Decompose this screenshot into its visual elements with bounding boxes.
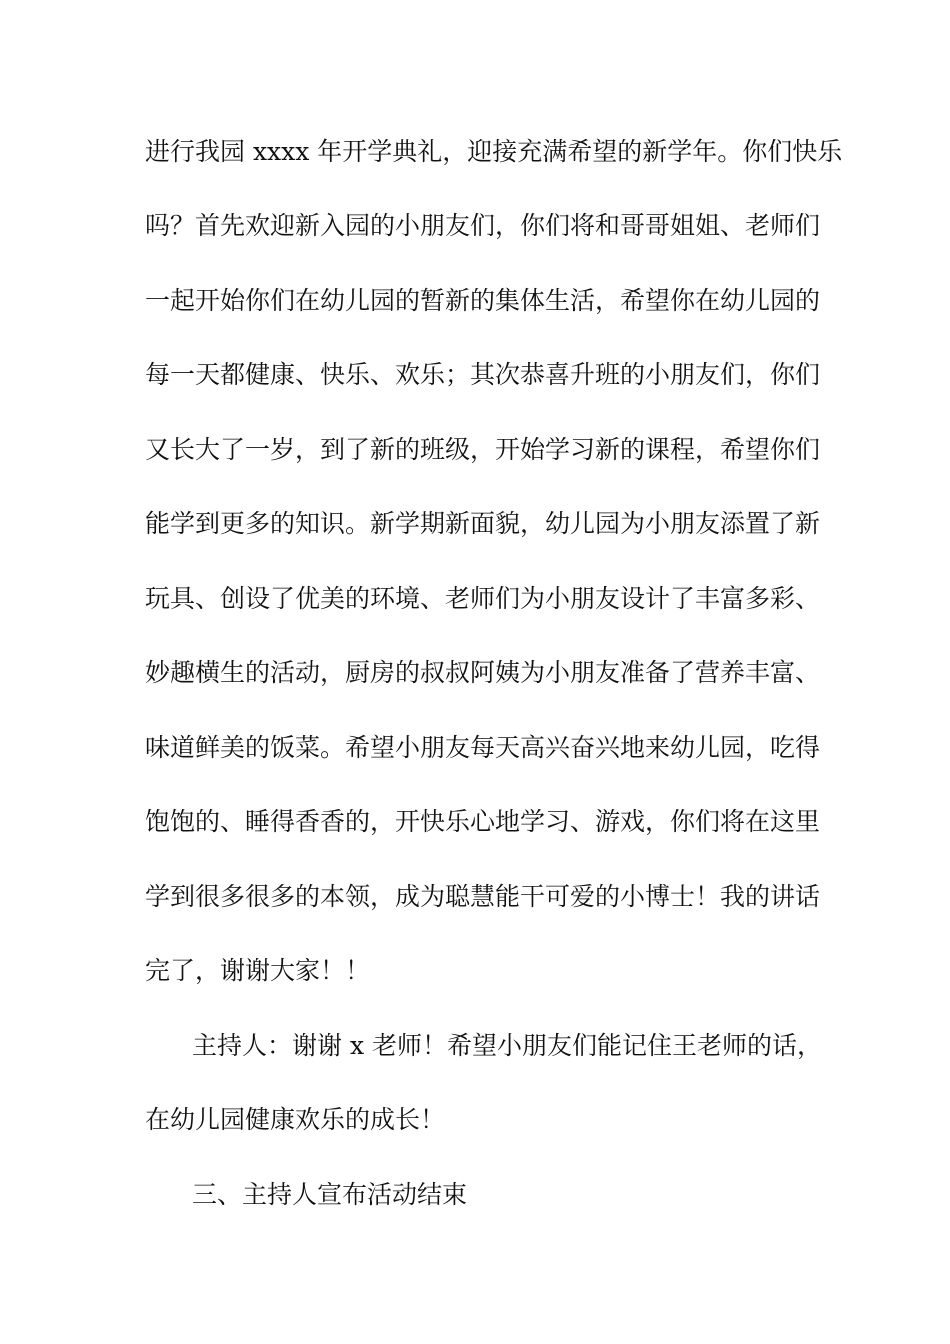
paragraph-line: 进行我园 xxxx 年开学典礼，迎接充满希望的新学年。你们快乐 bbox=[145, 137, 843, 166]
paragraph-line: 一起开始你们在幼儿园的暂新的集体生活，希望你在幼儿园的 bbox=[145, 286, 821, 315]
paragraph-line: 完了，谢谢大家！！ bbox=[145, 956, 371, 985]
paragraph-line: 吗？首先欢迎新入园的小朋友们，你们将和哥哥姐姐、老师们 bbox=[145, 211, 821, 240]
section-heading: 三、主持人宣布活动结束 bbox=[192, 1180, 468, 1209]
host-paragraph-line: 主持人：谢谢 x 老师！希望小朋友们能记住王老师的话， bbox=[192, 1031, 822, 1060]
paragraph-line: 又长大了一岁，到了新的班级，开始学习新的课程，希望你们 bbox=[145, 435, 821, 464]
paragraph-line: 玩具、创设了优美的环境、老师们为小朋友设计了丰富多彩、 bbox=[145, 584, 821, 613]
paragraph-line: 学到很多很多的本领，成为聪慧能干可爱的小博士！我的讲话 bbox=[145, 882, 821, 911]
paragraph-line: 味道鲜美的饭菜。希望小朋友每天高兴奋兴地来幼儿园，吃得 bbox=[145, 733, 821, 762]
paragraph-line: 每一天都健康、快乐、欢乐；其次恭喜升班的小朋友们，你们 bbox=[145, 360, 821, 389]
paragraph-line: 饱饱的、睡得香香的，开快乐心地学习、游戏，你们将在这里 bbox=[145, 807, 821, 836]
host-paragraph-line: 在幼儿园健康欢乐的成长！ bbox=[145, 1105, 446, 1134]
paragraph-line: 妙趣横生的活动，厨房的叔叔阿姨为小朋友准备了营养丰富、 bbox=[145, 658, 821, 687]
paragraph-line: 能学到更多的知识。新学期新面貌，幼儿园为小朋友添置了新 bbox=[145, 509, 821, 538]
